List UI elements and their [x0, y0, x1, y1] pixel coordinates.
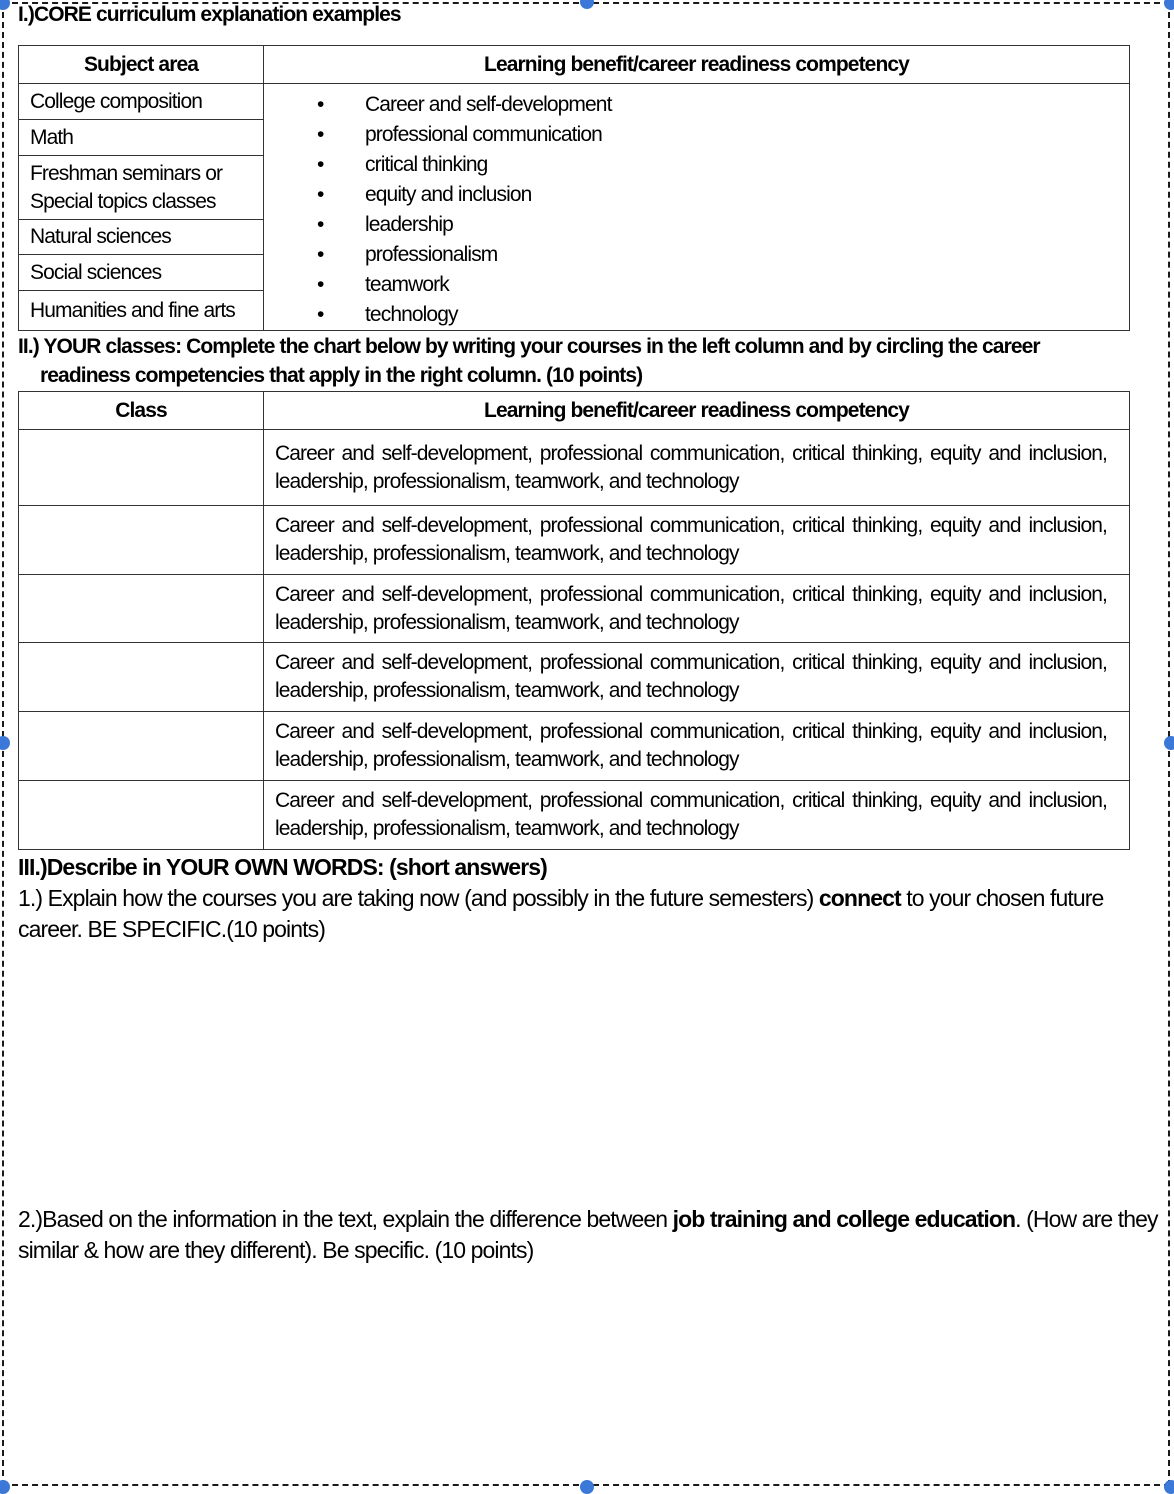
competency-cell[interactable]: Career and self-development, professional communication, critical thinking, equity and inclusion, leadership, professionalism, teamwork, and technology	[264, 430, 1130, 506]
list-item: • professionalism	[317, 240, 1118, 270]
competency-cell[interactable]: Career and self-development, professional communication, critical thinking, equity and inclusion, leadership, professionalism, teamwork, and technology	[264, 575, 1130, 643]
resize-handle-right[interactable]	[1164, 736, 1174, 750]
class-input-cell[interactable]	[19, 712, 264, 781]
competency-list-cell	[264, 84, 1130, 331]
header-learning-benefit: Learning benefit/career readiness competency	[264, 46, 1130, 84]
list-item: • Career and self-development	[317, 90, 1118, 120]
question-2-emphasis: job training and college education	[672, 1206, 1016, 1232]
header-class: Class	[19, 392, 264, 430]
answer-1-area[interactable]	[18, 950, 1148, 1200]
list-item: • critical thinking	[317, 150, 1118, 180]
competency-list	[275, 90, 1118, 330]
question-1-text: 1.) Explain how the courses you are taking now (and possibly in the future semesters)	[18, 885, 819, 911]
header-subject-area: Subject area	[19, 46, 264, 84]
class-input-cell[interactable]	[19, 781, 264, 850]
question-2-text: 2.)Based on the information in the text, explain the difference between	[18, 1206, 673, 1232]
subject-cell: Natural sciences	[19, 220, 264, 255]
list-item: • equity and inclusion	[317, 180, 1118, 210]
competency-cell[interactable]: Career and self-development, professional communication, critical thinking, equity and inclusion, leadership, professionalism, teamwork, and technology	[264, 712, 1130, 781]
answer-2-area[interactable]	[18, 1275, 1148, 1475]
subject-cell: Humanities and fine arts	[19, 291, 264, 331]
section1-title: I.)CORE curriculum explanation examples	[18, 3, 401, 26]
competency-cell[interactable]: Career and self-development, professional communication, critical thinking, equity and inclusion, leadership, professionalism, teamwork, and technology	[264, 643, 1130, 712]
class-input-cell[interactable]	[19, 643, 264, 712]
class-input-cell[interactable]	[19, 506, 264, 575]
competency-cell[interactable]: Career and self-development, professional communication, critical thinking, equity and inclusion, leadership, professionalism, teamwork, and technology	[264, 506, 1130, 575]
competency-cell[interactable]: Career and self-development, professional communication, critical thinking, equity and inclusion, leadership, professionalism, teamwork, and technology	[264, 781, 1130, 850]
section2-title-line2: readiness competencies that apply in the right column. (10 points)	[40, 364, 643, 387]
question-2	[18, 1204, 1158, 1266]
section3-title: III.)Describe in YOUR OWN WORDS: (short answers)	[18, 854, 547, 880]
question-1	[18, 883, 1148, 945]
question-1-emphasis: connect	[818, 885, 901, 911]
core-curriculum-table	[18, 45, 1130, 331]
section2-title-line1: II.) YOUR classes: Complete the chart below by writing your courses in the left column and by circling the career	[18, 335, 1040, 358]
list-item: • technology	[317, 300, 1118, 330]
header-learning-benefit: Learning benefit/career readiness competency	[264, 392, 1130, 430]
list-item: • leadership	[317, 210, 1118, 240]
subject-cell: Freshman seminars or Special topics classes	[19, 156, 264, 220]
your-classes-table	[18, 391, 1130, 850]
subject-cell: College composition	[19, 84, 264, 120]
list-item: • teamwork	[317, 270, 1118, 300]
question-1-text-end: to your chosen future career. BE SPECIFIC.(10 points)	[18, 885, 1104, 942]
class-input-cell[interactable]	[19, 430, 264, 506]
question-2-text-end: . (How are they similar & how are they different). Be specific. (10 points)	[18, 1206, 1158, 1263]
class-input-cell[interactable]	[19, 575, 264, 643]
subject-cell: Math	[19, 120, 264, 156]
list-item: • professional communication	[317, 120, 1118, 150]
subject-cell: Social sciences	[19, 255, 264, 291]
